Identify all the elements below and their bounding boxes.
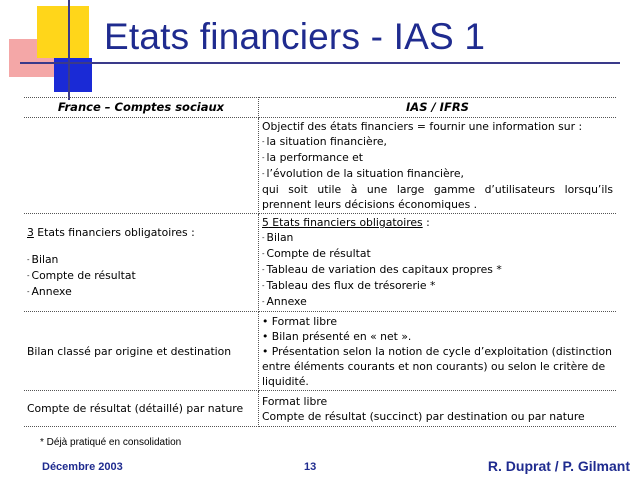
row4-right	[259, 391, 617, 427]
objective-item: - la situation financière,	[262, 135, 387, 148]
dash-bullet: -	[27, 288, 30, 296]
row3-right	[259, 312, 617, 391]
footer-authors: R. Duprat / P. Gilmant	[487, 458, 630, 474]
table-row-objective	[24, 118, 616, 214]
footer-page-number: 13	[304, 461, 317, 473]
footnote: * Déjà pratiqué en consolidation	[40, 437, 182, 448]
objective-item: - la performance et	[262, 151, 364, 164]
dash-bullet: -	[262, 266, 265, 274]
row4-left: Compte de résultat (détaillé) par nature	[24, 391, 259, 427]
header-ias: IAS / IFRS	[259, 98, 617, 118]
dash-bullet: -	[262, 282, 265, 290]
footer-date: Décembre 2003	[42, 461, 123, 473]
row2-right	[259, 214, 617, 312]
table-row-statements	[24, 214, 616, 312]
dash-bullet: -	[262, 298, 265, 306]
dash-bullet: -	[262, 138, 265, 146]
dash-bullet: -	[262, 154, 265, 162]
right-statement-item: - Bilan	[262, 231, 294, 244]
slide-title: Etats financiers - IAS 1	[104, 16, 486, 57]
right-statements-heading: 5 Etats financiers obligatoires :	[262, 216, 430, 229]
deco-horizontal-line	[20, 62, 620, 64]
left-statement-item: - Annexe	[27, 285, 72, 298]
left-statement-item: - Compte de résultat	[27, 269, 136, 282]
header-france: France – Comptes sociaux	[24, 98, 259, 118]
row1-right	[259, 118, 617, 214]
row3-left: Bilan classé par origine et destination	[24, 312, 259, 391]
dash-bullet: -	[262, 234, 265, 242]
left-statement-item: - Bilan	[27, 253, 59, 266]
row2-left	[24, 214, 259, 312]
dash-bullet: -	[262, 170, 265, 178]
balance-item: • Bilan présenté en « net ».	[262, 329, 412, 343]
table-header-row	[24, 98, 616, 118]
spacer	[27, 240, 255, 252]
dash-bullet: -	[262, 250, 265, 258]
objective-outro: qui soit utile à une large gamme d’utilisateurs lorsqu’ils prennent leurs décisions économiques .	[262, 183, 613, 211]
right-statement-item: - Tableau de variation des capitaux propres *	[262, 263, 502, 276]
income-item: Format libre	[262, 394, 328, 408]
right-statement-item: - Annexe	[262, 295, 307, 308]
deco-vertical-line	[68, 0, 70, 100]
dash-bullet: -	[27, 272, 30, 280]
income-item: Compte de résultat (succinct) par destination ou par nature	[262, 409, 585, 423]
left-statements-heading: 3 Etats financiers obligatoires :	[27, 226, 195, 239]
right-statement-item: - Compte de résultat	[262, 247, 371, 260]
deco-yellow-square	[37, 6, 89, 58]
objective-intro: Objectif des états financiers = fournir une information sur :	[262, 120, 583, 133]
row1-left	[24, 118, 259, 214]
comparison-table	[24, 97, 616, 427]
right-statement-item: - Tableau des flux de trésorerie *	[262, 279, 436, 292]
dash-bullet: -	[27, 256, 30, 264]
table-row-balance-sheet	[24, 312, 616, 391]
table-row-income-statement	[24, 391, 616, 427]
balance-item: • Présentation selon la notion de cycle d’exploitation (distinction entre éléments courants et non courants) ou selon le critère de liquidité.	[262, 344, 612, 388]
objective-item: - l’évolution de la situation financière,	[262, 167, 464, 180]
balance-item: • Format libre	[262, 314, 337, 328]
